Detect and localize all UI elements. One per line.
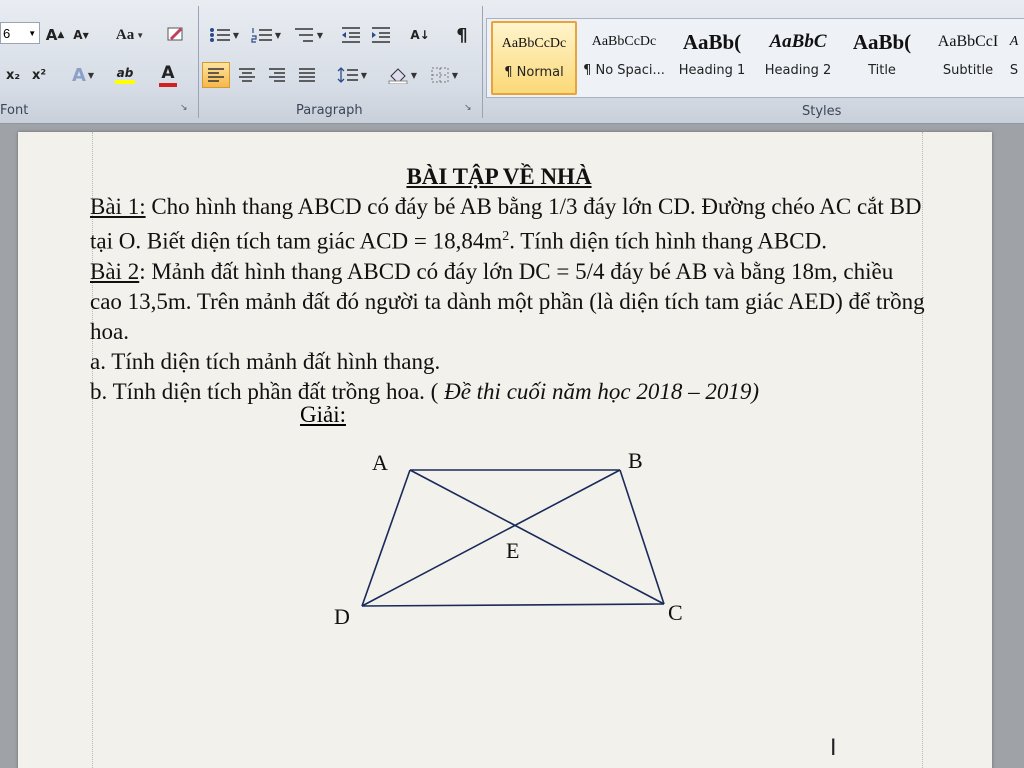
change-case-button[interactable]: Aa ▼ — [115, 26, 145, 43]
point-label-e: E — [506, 538, 520, 563]
edge-cd — [362, 604, 664, 606]
style-no-spacing[interactable] — [581, 21, 667, 95]
point-label-a: A — [372, 452, 388, 475]
shrink-font-label: A — [73, 28, 83, 42]
edge-da — [362, 470, 410, 606]
borders-button[interactable]: ▼ — [426, 62, 462, 88]
show-formatting-marks-button[interactable] — [450, 22, 474, 48]
exercise-2 — [90, 257, 930, 347]
styles-group-label: Styles — [802, 104, 842, 119]
decrease-indent-button[interactable] — [338, 22, 364, 48]
exercise-2-part-a: a. Tính diện tích mảnh đất hình thang. — [90, 348, 441, 374]
style-sample: AaBb( — [852, 29, 912, 54]
style-name: Heading 1 — [678, 63, 746, 78]
shrink-font-button[interactable]: A ▼ — [73, 28, 89, 42]
style-heading-2[interactable] — [755, 21, 841, 95]
text-effects-label: A — [71, 64, 86, 86]
superscript-button[interactable] — [28, 62, 50, 88]
clear-formatting-button[interactable] — [164, 22, 188, 48]
justify-icon — [297, 67, 317, 83]
exercise-1-text-b: . Tính diện tích hình thang ABCD. — [509, 228, 827, 254]
separator — [198, 6, 199, 118]
numbering-button[interactable]: ▼ — [248, 22, 284, 48]
style-sample: AaBbCcI — [937, 33, 999, 50]
chevron-down-icon[interactable]: ▼ — [28, 28, 37, 38]
document-content[interactable] — [90, 162, 930, 407]
grow-font-button[interactable]: A ▲ — [45, 26, 65, 44]
highlight-label: ab — [116, 66, 134, 80]
change-case-label: Aa — [115, 26, 135, 43]
align-left-icon — [206, 67, 226, 83]
document-title: BÀI TẬP VỀ NHÀ — [406, 164, 592, 189]
shading-button[interactable]: ▼ — [384, 62, 420, 88]
part-b-source: Đề thi cuối năm học 2018 – 2019) — [438, 378, 760, 404]
point-label-b: B — [628, 452, 643, 473]
justify-button[interactable] — [294, 62, 320, 88]
style-name: Subtitle — [942, 63, 994, 78]
font-size-box[interactable] — [0, 22, 40, 44]
document-area — [0, 124, 1024, 768]
clear-formatting-icon — [165, 25, 187, 45]
highlight-swatch — [115, 80, 135, 84]
ribbon — [0, 0, 1024, 124]
solution-heading: Giải: — [300, 402, 346, 427]
text-cursor-icon: I — [830, 736, 837, 761]
font-group-label: Font — [0, 103, 29, 118]
point-label-d: D — [334, 604, 350, 629]
increase-indent-icon — [370, 26, 392, 44]
font-color-label: A — [161, 63, 175, 83]
superscript-label: x² — [31, 67, 47, 83]
align-center-button[interactable] — [234, 62, 260, 88]
style-name: ¶ No Spaci... — [583, 63, 665, 78]
line-spacing-icon — [337, 66, 359, 84]
part-b-text: b. Tính diện tích phần đất trồng hoa. ( — [90, 378, 439, 404]
style-sample: AaBbCcDc — [501, 36, 567, 51]
font-size-value: 6 — [3, 25, 11, 41]
styles-gallery — [486, 18, 1024, 98]
style-subtitle[interactable] — [925, 21, 1011, 95]
separator — [482, 6, 483, 118]
sort-button[interactable] — [406, 22, 434, 48]
exercise-2-text: : Mảnh đất hình thang ABCD có đáy lớn DC = 5/4 đáy bé AB và bằng 18m, chiều cao 13,5m. Trên mảnh đất đó người ta dành một phần (là diện tích tam giác AED) để trồng hoa. — [90, 258, 925, 344]
bullets-icon — [209, 26, 231, 44]
increase-indent-button[interactable] — [368, 22, 394, 48]
shading-icon — [387, 66, 409, 84]
multilevel-list-icon — [293, 26, 315, 44]
subscript-button[interactable] — [2, 62, 24, 88]
style-sample: AaBbC — [769, 31, 827, 52]
exercise-1-superscript: 2 — [502, 229, 510, 244]
style-normal[interactable] — [491, 21, 577, 95]
style-title[interactable] — [839, 21, 925, 95]
subscript-label: x₂ — [5, 67, 21, 83]
style-heading-1[interactable] — [669, 21, 755, 95]
style-name: Title — [868, 63, 896, 78]
align-right-button[interactable] — [264, 62, 290, 88]
exercise-1 — [90, 192, 930, 257]
text-effects-button[interactable]: A ▼ — [71, 64, 95, 86]
font-color-swatch — [159, 83, 177, 87]
align-center-icon — [237, 67, 257, 83]
exercise-1-text-a: Cho hình thang ABCD có đáy bé AB bằng 1/3 đáy lớn CD. Đường chéo AC cắt BD tại O. Biết diện tích tam giác ACD = 18,84m — [90, 194, 922, 254]
exercise-1-label: Bài 1: — [90, 194, 146, 219]
sort-label: A↓ — [410, 28, 430, 42]
style-sample: A — [1009, 34, 1019, 49]
style-subtle-emphasis[interactable] — [1003, 21, 1024, 95]
paragraph-group — [200, 6, 480, 120]
grow-font-label: A — [45, 26, 58, 44]
paragraph-dialog-launcher-icon[interactable]: ↘ — [464, 102, 472, 112]
style-sample: AaBbCcDc — [591, 34, 657, 49]
style-name: ¶ Normal — [504, 65, 564, 80]
pilcrow-icon: ¶ — [456, 24, 468, 46]
bullets-button[interactable]: ▼ — [206, 22, 242, 48]
exercise-2-label: Bài 2 — [90, 258, 140, 284]
font-group — [0, 6, 196, 120]
style-name: Heading 2 — [764, 63, 832, 78]
document-page[interactable] — [18, 132, 992, 768]
exercise-2-part-b — [90, 377, 930, 407]
align-right-icon — [267, 67, 287, 83]
multilevel-list-button[interactable]: ▼ — [290, 22, 326, 48]
numbering-icon — [251, 26, 273, 44]
borders-icon — [430, 66, 450, 84]
diagonal-bd — [362, 470, 620, 606]
font-dialog-launcher-icon[interactable]: ↘ — [180, 102, 188, 112]
style-sample: AaBb( — [682, 29, 742, 54]
trapezoid-figure — [328, 452, 688, 632]
paragraph-group-label: Paragraph — [296, 103, 363, 118]
align-left-button[interactable] — [202, 62, 230, 88]
style-name: S — [1009, 63, 1019, 78]
decrease-indent-icon — [340, 26, 362, 44]
point-label-c: C — [668, 600, 683, 625]
font-color-button[interactable] — [150, 62, 186, 88]
line-spacing-button[interactable]: ▼ — [334, 62, 370, 88]
highlight-button[interactable] — [106, 62, 144, 88]
